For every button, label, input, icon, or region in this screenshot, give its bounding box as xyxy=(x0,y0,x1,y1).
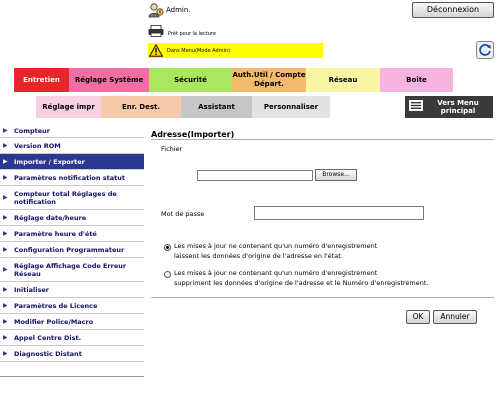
admin-label: Admin. xyxy=(166,6,191,14)
arrow-right-icon: ▶ xyxy=(3,141,8,149)
option-line: Les mises à jour ne contenant qu'un numéro d'enregistrement xyxy=(174,242,378,250)
password-input[interactable] xyxy=(254,206,424,220)
delete-original-radio[interactable] xyxy=(164,271,171,278)
sub-tab-1[interactable]: Enr. Dest. xyxy=(101,96,181,118)
warning-text: Dans Menu(Mode Admin) xyxy=(167,48,231,54)
sidebar-item-label: Modifier Police/Macro xyxy=(14,317,94,326)
sub-tab-2[interactable]: Assistant xyxy=(181,96,252,118)
sidebar-item[interactable] xyxy=(0,154,144,170)
warning-icon xyxy=(149,44,163,57)
file-path-input[interactable] xyxy=(197,170,313,181)
sidebar-item[interactable] xyxy=(0,258,144,282)
ok-button[interactable]: OK xyxy=(406,310,430,324)
arrow-right-icon: ▶ xyxy=(3,213,8,221)
sidebar-item[interactable] xyxy=(0,330,144,346)
options-divider xyxy=(151,297,494,298)
sidebar-item-label: Compteur total Réglages de notification xyxy=(14,189,117,206)
option-line: suppriment les données d'origine de l'adresse et le Numéro d'enregistrement. xyxy=(174,279,429,287)
sidebar-item[interactable] xyxy=(0,282,144,298)
sidebar-item[interactable] xyxy=(0,138,144,154)
category-tab-4[interactable]: Réseau xyxy=(306,68,380,92)
sidebar-item-label: Importer / Exporter xyxy=(14,157,85,166)
printer-icon xyxy=(148,25,164,37)
sidebar-item-label: Initialiser xyxy=(14,285,49,294)
sidebar-item[interactable] xyxy=(0,124,144,138)
sidebar-item-label: Paramètre heure d'été xyxy=(14,229,97,238)
sidebar-item-label: Diagnostic Distant xyxy=(14,349,82,358)
file-label: Fichier xyxy=(161,145,183,153)
arrow-right-icon: ▶ xyxy=(3,173,8,181)
option-line: Les mises à jour ne contenant qu'un numéro d'enregistrement xyxy=(174,269,378,277)
category-tab-1[interactable]: Réglage Système xyxy=(69,68,149,92)
status-text: Prêt pour la lecture xyxy=(168,31,216,37)
menu-icon xyxy=(409,100,423,111)
arrow-right-icon: ▶ xyxy=(3,301,8,309)
sidebar-item[interactable] xyxy=(0,314,144,330)
sidebar-item-label: Compteur xyxy=(14,126,51,135)
category-tab-3[interactable]: Auth.Util / Compte Départ. xyxy=(232,68,306,92)
arrow-right-icon: ▶ xyxy=(3,157,8,165)
sidebar-item[interactable] xyxy=(0,186,144,210)
sidebar-item[interactable] xyxy=(0,226,144,242)
sidebar-nav xyxy=(0,124,144,362)
sidebar-bottom-divider xyxy=(0,376,144,377)
cancel-button[interactable]: Annuler xyxy=(433,310,477,324)
browse-button[interactable]: Browse... xyxy=(315,169,357,181)
sidebar-item-label: Paramètres de Licence xyxy=(14,301,98,310)
category-tab-2[interactable]: Sécurité xyxy=(149,68,232,92)
arrow-right-icon: ▶ xyxy=(3,285,8,293)
sidebar-item-label: Configuration Programmateur xyxy=(14,245,125,254)
sub-tab-3[interactable]: Personnaliser xyxy=(252,96,330,118)
sidebar-item-label: Paramètres notification statut xyxy=(14,173,125,182)
arrow-right-icon: ▶ xyxy=(3,229,8,237)
arrow-right-icon: ▶ xyxy=(3,245,8,253)
category-tab-0[interactable]: Entretien xyxy=(14,68,69,92)
password-label: Mot de passe xyxy=(161,210,205,218)
sidebar-item[interactable] xyxy=(0,170,144,186)
sidebar-item[interactable] xyxy=(0,298,144,314)
option-line: laissent les données d'origine de l'adresse en l'état. xyxy=(174,252,343,260)
delete-original-option-text xyxy=(174,268,429,288)
admin-user-icon xyxy=(148,2,164,18)
sidebar-item[interactable] xyxy=(0,210,144,226)
arrow-right-icon: ▶ xyxy=(3,126,8,134)
page-title: Adresse(Importer) xyxy=(151,130,235,139)
logout-button[interactable]: Déconnexion xyxy=(412,2,494,18)
main-menu-label: Vers Menu principal xyxy=(437,99,479,115)
sub-tab-0[interactable]: Réglage impr xyxy=(36,96,101,118)
category-tab-5[interactable]: Boîte xyxy=(380,68,453,92)
title-divider xyxy=(151,139,494,140)
sidebar-item[interactable] xyxy=(0,242,144,258)
arrow-right-icon: ▶ xyxy=(3,265,8,273)
sidebar-item-label: Réglage date/heure xyxy=(14,213,87,222)
arrow-right-icon: ▶ xyxy=(3,349,8,357)
main-menu-button[interactable] xyxy=(405,96,493,118)
refresh-icon xyxy=(477,42,493,58)
keep-original-radio[interactable] xyxy=(164,244,171,251)
arrow-right-icon: ▶ xyxy=(3,193,8,201)
keep-original-option-text xyxy=(174,241,377,261)
sidebar-item-label: Réglage Affichage Code Erreur Réseau xyxy=(14,261,127,278)
arrow-right-icon: ▶ xyxy=(3,317,8,325)
arrow-right-icon: ▶ xyxy=(3,333,8,341)
sidebar-item-label: Version ROM xyxy=(14,141,61,150)
sidebar-item[interactable] xyxy=(0,346,144,362)
refresh-button[interactable] xyxy=(476,41,494,59)
sidebar-item-label: Appel Centre Dist. xyxy=(14,333,82,342)
